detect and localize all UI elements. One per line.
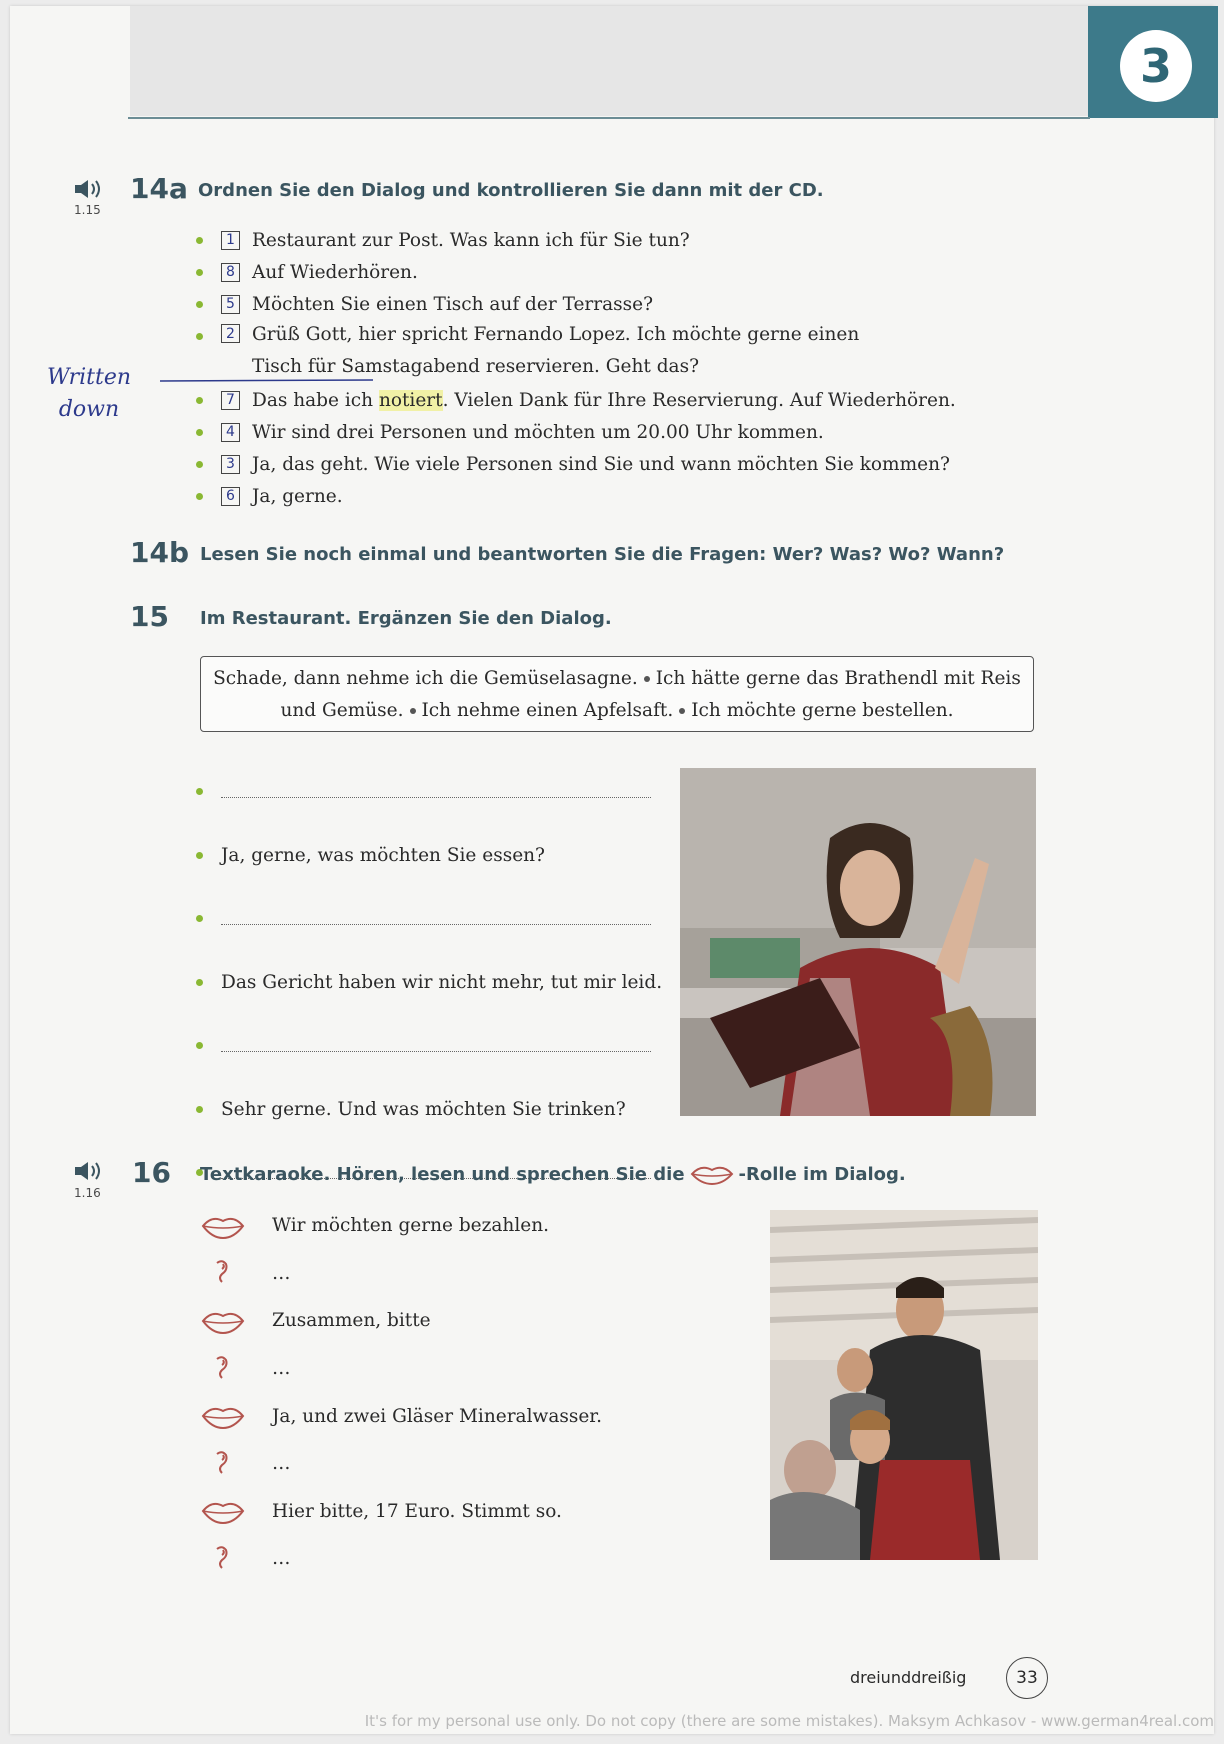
bullet-icon [196,301,203,308]
ordering-list [196,224,956,512]
list-item [196,384,956,416]
separator-dot [644,676,650,682]
dialog-item [196,1078,662,1142]
answer-blank[interactable] [221,923,651,925]
order-box[interactable]: 2 [221,324,240,343]
page-number-word: dreiunddreißig [850,1668,967,1687]
exercise-number: 15 [130,600,169,633]
dialog-item [196,951,662,1015]
page-number: 33 [1006,1657,1048,1699]
exercise-number: 14b [130,536,190,569]
order-box[interactable]: 8 [221,263,240,282]
ear-icon [200,1354,246,1384]
bullet-icon [196,429,203,436]
dialog-line: Das Gericht haben wir nicht mehr, tut mir leid. [221,971,663,993]
dialog-line: … [272,1548,291,1570]
fill-in-dialog [196,760,662,1205]
list-item [196,416,956,448]
title-segment: Textkaraoke. Hören, lesen und sprechen Sie die [200,1163,685,1185]
dialog-line: Auf Wiederhören. [252,261,418,283]
highlighted-word: notiert [378,389,443,411]
dialog-line: Ja, das geht. Wie viele Personen sind Sie und wann möchten Sie kommen? [252,453,950,475]
list-item [196,224,956,256]
bullet-icon [196,493,203,500]
word-box-line [201,663,1033,695]
bullet-icon [196,1042,203,1049]
exercise-title: Ordnen Sie den Dialog und kontrollieren Sie dann mit der CD. [198,180,824,201]
word-box-phrase: Schade, dann nehme ich die Gemüselasagne. [213,668,638,689]
dialog-line: Ja, gerne, was möchten Sie essen? [221,844,545,866]
handwritten-note: Written down [46,365,132,422]
dialog-line: Grüß Gott, hier spricht Fernando Lopez. Ich möchte gerne einen Tisch für Samstagabend reservieren. Geht das? [252,324,860,377]
dialog-line: Ja, gerne. [252,485,343,507]
mouth-icon [689,1162,735,1186]
bullet-icon [196,1106,203,1113]
ear-icon [200,1544,246,1574]
audio-speaker-icon[interactable] [74,1160,104,1182]
exercise-title: Im Restaurant. Ergänzen Sie den Dialog. [200,608,612,629]
dialog-line: Zusammen, bitte [272,1310,431,1332]
dialog-item [200,1297,602,1345]
text-segment: . Vielen Dank für Ihre Reservierung. Auf Wiederhören. [442,389,956,411]
mouth-icon [200,1306,246,1336]
separator-dot [410,708,416,714]
exercise-number: 14a [130,172,188,205]
answer-blank[interactable] [221,796,651,798]
bullet-icon [196,461,203,468]
photo-woman-ordering [680,768,1036,1116]
dialog-line: Sehr gerne. Und was möchten Sie trinken? [221,1098,626,1120]
blank-line[interactable] [196,887,662,951]
photo-waiter-with-guests [770,1210,1038,1560]
separator-dot [679,708,685,714]
order-box[interactable]: 1 [221,231,240,250]
mouth-icon [200,1211,246,1241]
chapter-number: 3 [1120,30,1192,102]
mouth-icon [200,1401,246,1431]
word-box [200,656,1034,732]
bullet-icon [196,788,203,795]
order-box[interactable]: 6 [221,487,240,506]
audio-speaker-icon[interactable] [74,178,104,200]
dialog-line: Ja, und zwei Gläser Mineralwasser. [272,1405,602,1427]
header-band [130,6,1090,116]
dialog-item [200,1392,602,1440]
text-segment: Das habe ich [252,389,379,411]
bullet-icon [196,333,203,340]
karaoke-dialog [200,1202,602,1583]
dialog-item [200,1250,602,1298]
handwritten-line [158,376,378,386]
dialog-line: Wir möchten gerne bezahlen. [272,1215,549,1237]
ear-icon [200,1258,246,1288]
dialog-line: Hier bitte, 17 Euro. Stimmt so. [272,1500,562,1522]
dialog-item [200,1440,602,1488]
track-number: 1.15 [74,203,101,217]
word-box-phrase: Ich hätte gerne das Brathendl mit Reis [655,668,1021,689]
answer-blank[interactable] [221,1050,651,1052]
exercise-number: 16 [132,1156,171,1189]
word-box-phrase: Ich nehme einen Apfelsaft. [421,700,674,721]
blank-line[interactable] [196,760,662,824]
track-number: 1.16 [74,1186,101,1200]
blank-line[interactable] [196,1014,662,1078]
dialog-line: … [272,1358,291,1380]
watermark-text: It's for my personal use only. Do not copy (there are some mistakes). Maksym Achkasov - www.german4real.com [364,1712,1214,1730]
order-box[interactable]: 4 [221,423,240,442]
list-item [196,480,956,512]
list-item [196,256,956,288]
exercise-title: Lesen Sie noch einmal und beantworten Sie die Fragen: Wer? Was? Wo? Wann? [200,544,1005,565]
dialog-item [196,824,662,888]
list-item [196,288,956,320]
bullet-icon [196,915,203,922]
exercise-title [200,1162,906,1186]
dialog-item [200,1345,602,1393]
title-segment: -Rolle im Dialog. [738,1163,906,1185]
dialog-line: … [272,1453,291,1475]
dialog-line: Wir sind drei Personen und möchten um 20.00 Uhr kommen. [252,421,824,443]
dialog-item [200,1202,602,1250]
order-box[interactable]: 7 [221,391,240,410]
dialog-item [200,1488,602,1536]
word-box-phrase: und Gemüse. [280,700,404,721]
dialog-line: … [272,1262,291,1284]
ear-icon [200,1449,246,1479]
mouth-icon [200,1496,246,1526]
dialog-item [200,1535,602,1583]
dialog-line: Möchten Sie einen Tisch auf der Terrasse? [252,293,653,315]
dialog-line: Restaurant zur Post. Was kann ich für Sie tun? [252,229,690,251]
list-item [196,320,956,384]
list-item [196,448,956,480]
bullet-icon [196,979,203,986]
header-divider [128,117,1090,119]
order-box[interactable]: 5 [221,295,240,314]
order-box[interactable]: 3 [221,455,240,474]
dialog-line [252,390,956,411]
bullet-icon [196,397,203,404]
word-box-line [201,695,1033,727]
bullet-icon [196,269,203,276]
bullet-icon [196,852,203,859]
word-box-phrase: Ich möchte gerne bestellen. [691,700,954,721]
bullet-icon [196,237,203,244]
